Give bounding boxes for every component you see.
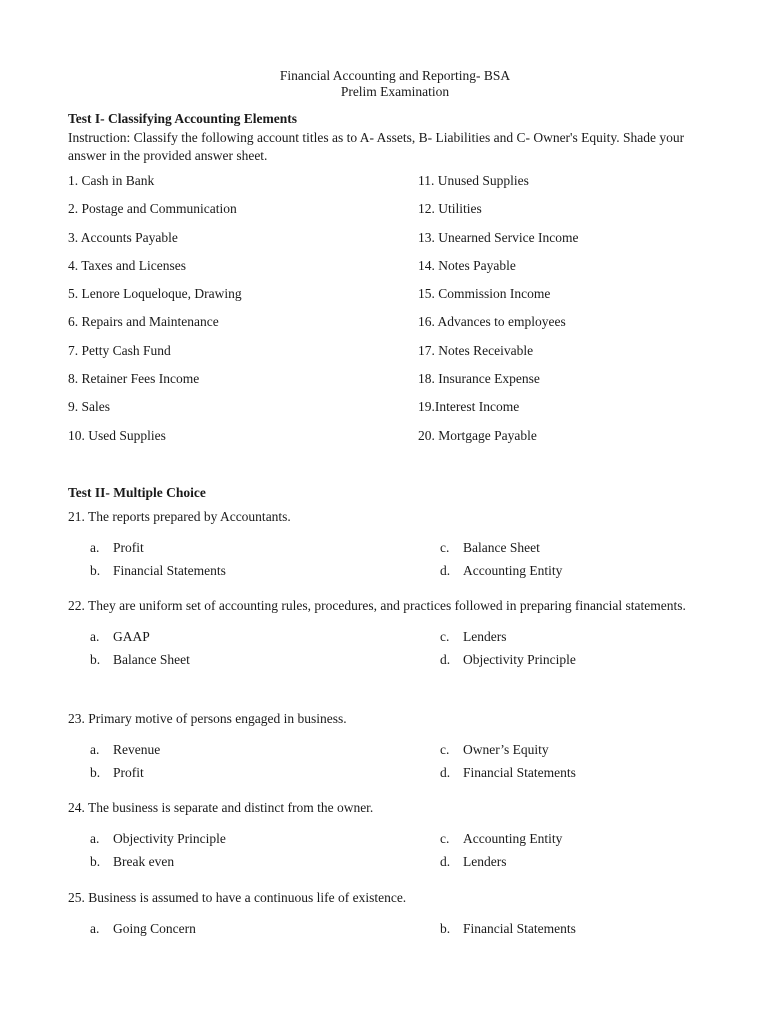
list-item: 18. Insurance Expense: [418, 371, 540, 387]
list-item: 14. Notes Payable: [418, 257, 516, 273]
option-text: Lenders: [463, 629, 507, 644]
item-row: [68, 258, 708, 286]
test1-title: Test I- Classifying Accounting Elements: [68, 111, 298, 126]
option-letter: b.: [90, 563, 101, 578]
test2-title: Test II- Multiple Choice: [68, 485, 206, 500]
question-21: [68, 505, 708, 583]
option-text: GAAP: [113, 629, 150, 644]
list-item: 19.Interest Income: [418, 399, 520, 415]
item-row: [68, 428, 708, 456]
exam-title: Prelim Examination: [340, 84, 450, 99]
option-letter: c.: [440, 540, 450, 555]
item-row: [68, 201, 708, 229]
question-options: [68, 739, 708, 785]
question-22: [68, 594, 708, 672]
course-title: Financial Accounting and Reporting- BSA: [279, 68, 511, 83]
list-item: 3. Accounts Payable: [68, 229, 178, 245]
option-text: Owner’s Equity: [463, 742, 549, 757]
test1-items: [68, 173, 708, 456]
test1-instruction: Instruction: Classify the following account titles as to A- Assets, B- Liabilities and C- Owner's Equity. Shade your answer in the provided answer sheet.: [68, 130, 685, 163]
option-text: Lenders: [463, 854, 507, 869]
option-letter: d.: [440, 765, 451, 780]
option-text: Objectivity Principle: [113, 831, 226, 846]
question-24: [68, 796, 708, 874]
option-text: Accounting Entity: [463, 563, 563, 578]
option-letter: a.: [90, 540, 100, 555]
question-options: [68, 537, 708, 583]
item-row: [68, 343, 708, 371]
option-text: Profit: [113, 765, 144, 780]
question-stem: 24. The business is separate and distinct from the owner.: [68, 800, 374, 815]
question-options: [68, 918, 708, 942]
option-letter: b.: [90, 854, 101, 869]
list-item: 12. Utilities: [418, 201, 482, 217]
option-text: Financial Statements: [463, 765, 576, 780]
question-options: [68, 626, 708, 672]
list-item: 4. Taxes and Licenses: [68, 257, 187, 273]
item-row: [68, 314, 708, 342]
option-letter: d.: [440, 563, 451, 578]
option-letter: a.: [90, 742, 100, 757]
option-text: Financial Statements: [463, 921, 576, 936]
list-item: 1. Cash in Bank: [68, 173, 155, 188]
list-item: 9. Sales: [68, 399, 110, 415]
item-row: [68, 230, 708, 258]
option-letter: b.: [440, 921, 451, 936]
document-header: [0, 68, 768, 100]
list-item: 16. Advances to employees: [418, 314, 566, 330]
option-letter: d.: [440, 652, 451, 667]
list-item: 10. Used Supplies: [68, 427, 166, 443]
item-row: [68, 371, 708, 399]
list-item: 2. Postage and Communication: [68, 201, 237, 217]
list-item: 5. Lenore Loqueloque, Drawing: [68, 286, 242, 302]
option-text: Accounting Entity: [463, 831, 563, 846]
list-item: 6. Repairs and Maintenance: [68, 314, 219, 330]
question-25: [68, 886, 708, 942]
list-item: 8. Retainer Fees Income: [68, 371, 200, 387]
list-item: 7. Petty Cash Fund: [68, 342, 171, 358]
item-row: [68, 399, 708, 427]
question-stem: 22. They are uniform set of accounting rules, procedures, and practices followed in preparing financial statements.: [68, 598, 686, 613]
option-letter: c.: [440, 629, 450, 644]
option-letter: a.: [90, 629, 100, 644]
list-item: 17. Notes Receivable: [418, 342, 534, 358]
item-row: [68, 173, 708, 201]
option-letter: b.: [90, 652, 101, 667]
option-text: Revenue: [113, 742, 161, 757]
option-letter: c.: [440, 831, 450, 846]
option-letter: a.: [90, 921, 100, 936]
list-item: 15. Commission Income: [418, 286, 551, 302]
list-item: 20. Mortgage Payable: [418, 427, 537, 443]
list-item: 13. Unearned Service Income: [418, 229, 579, 245]
question-stem: 25. Business is assumed to have a continuous life of existence.: [68, 890, 407, 905]
option-letter: b.: [90, 765, 101, 780]
option-text: Balance Sheet: [463, 540, 540, 555]
option-text: Financial Statements: [113, 563, 226, 578]
option-text: Going Concern: [113, 921, 196, 936]
question-options: [68, 828, 708, 874]
question-23: [68, 707, 708, 785]
option-letter: a.: [90, 831, 100, 846]
item-row: [68, 286, 708, 314]
option-letter: c.: [440, 742, 450, 757]
option-text: Objectivity Principle: [463, 652, 576, 667]
question-stem: 23. Primary motive of persons engaged in business.: [68, 711, 347, 726]
option-text: Profit: [113, 540, 144, 555]
option-text: Break even: [113, 854, 175, 869]
option-text: Balance Sheet: [113, 652, 190, 667]
option-letter: d.: [440, 854, 451, 869]
question-stem: 21. The reports prepared by Accountants.: [68, 509, 291, 524]
list-item: 11. Unused Supplies: [418, 173, 529, 188]
